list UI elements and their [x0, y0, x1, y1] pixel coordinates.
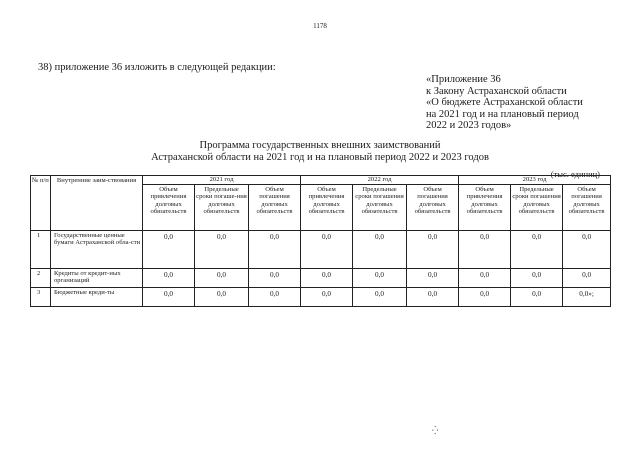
subheader-cell: Объем погашения долговых обязательств — [249, 185, 301, 231]
value-cell: 0,0 — [249, 231, 301, 269]
annex-line: «Приложение 36 — [426, 74, 501, 85]
value-cell: 0,0 — [195, 269, 249, 288]
value-cell: 0,0 — [249, 288, 301, 307]
value-cell: 0,0 — [459, 269, 511, 288]
value-cell: 0,0 — [407, 269, 459, 288]
value-cell: 0,0 — [563, 269, 611, 288]
value-cell: 0,0 — [195, 288, 249, 307]
row-name: Государственные ценные бумаги Астраханской обла-сти — [51, 231, 143, 269]
value-cell: 0,0 — [143, 288, 195, 307]
value-cell: 0,0 — [511, 231, 563, 269]
annex-line: к Закону Астраханской области — [426, 85, 567, 97]
value-cell: 0,0 — [459, 231, 511, 269]
title-line: Астраханской области на 2021 год и на плановый период 2022 и 2023 годов — [151, 152, 489, 163]
title-line: Программа государственных внешних заимствований — [199, 140, 441, 151]
value-cell: 0,0 — [301, 269, 353, 288]
year-header-2023: 2023 год — [459, 176, 611, 185]
value-cell: 0,0 — [143, 231, 195, 269]
units-note: (тыс. единиц) — [550, 169, 600, 179]
annex-line: 2022 и 2023 годов» — [426, 120, 512, 132]
subheader-cell: Объем привлечения долговых обязательств — [459, 185, 511, 231]
subheader-cell: Объем погашения долговых обязательств — [407, 185, 459, 231]
annex-line: «О бюджете Астраханской области — [426, 97, 583, 109]
value-cell: 0,0 — [301, 231, 353, 269]
subheader-cell: Предельные сроки погашения долговых обязательств — [511, 185, 563, 231]
value-cell: 0,0 — [459, 288, 511, 307]
row-number: 2 — [31, 269, 51, 288]
row-name: Бюджетные креди-ты — [51, 288, 143, 307]
borrowing-program-table — [30, 175, 611, 307]
header-row-years — [31, 176, 611, 185]
value-cell: 0,0 — [407, 288, 459, 307]
year-header-2021: 2021 год — [143, 176, 301, 185]
annex-line: на 2021 год и на плановый период — [426, 108, 579, 120]
annex-header — [426, 74, 583, 132]
amendment-intro: 38) приложение 36 изложить в следующей редакции: — [38, 62, 276, 73]
year-header-2022: 2022 год — [301, 176, 459, 185]
value-cell: 0,0 — [301, 288, 353, 307]
value-cell: 0,0 — [143, 269, 195, 288]
table-row — [31, 269, 611, 288]
subheader-cell: Объем привлечения долговых обязательств — [301, 185, 353, 231]
subheader-cell: Объем привлечения долговых обязательств — [143, 185, 195, 231]
subheader-cell: Предельные сроки погашения долговых обязательств — [353, 185, 407, 231]
col-name-header: Внутренние заим-ствования — [51, 176, 143, 231]
table-row — [31, 288, 611, 307]
scan-artifact-mark: ⁛ — [432, 426, 439, 435]
table-row — [31, 231, 611, 269]
value-cell: 0,0 — [195, 231, 249, 269]
row-number: 3 — [31, 288, 51, 307]
document-title — [100, 140, 540, 164]
value-cell: 0,0 — [563, 231, 611, 269]
value-cell: 0,0 — [407, 231, 459, 269]
value-cell: 0,0 — [511, 288, 563, 307]
value-cell: 0,0 — [511, 269, 563, 288]
value-cell: 0,0 — [249, 269, 301, 288]
value-cell: 0,0 — [353, 231, 407, 269]
value-cell: 0,0»; — [563, 288, 611, 307]
col-number-header: № п/п — [31, 176, 51, 231]
subheader-cell: Предельные сроки погаше-ния долговых обязательств — [195, 185, 249, 231]
value-cell: 0,0 — [353, 288, 407, 307]
page-number: 1178 — [313, 22, 327, 30]
row-name: Кредиты от кредит-ных организаций — [51, 269, 143, 288]
value-cell: 0,0 — [353, 269, 407, 288]
row-number: 1 — [31, 231, 51, 269]
subheader-cell: Объем погашения долговых обязательств — [563, 185, 611, 231]
